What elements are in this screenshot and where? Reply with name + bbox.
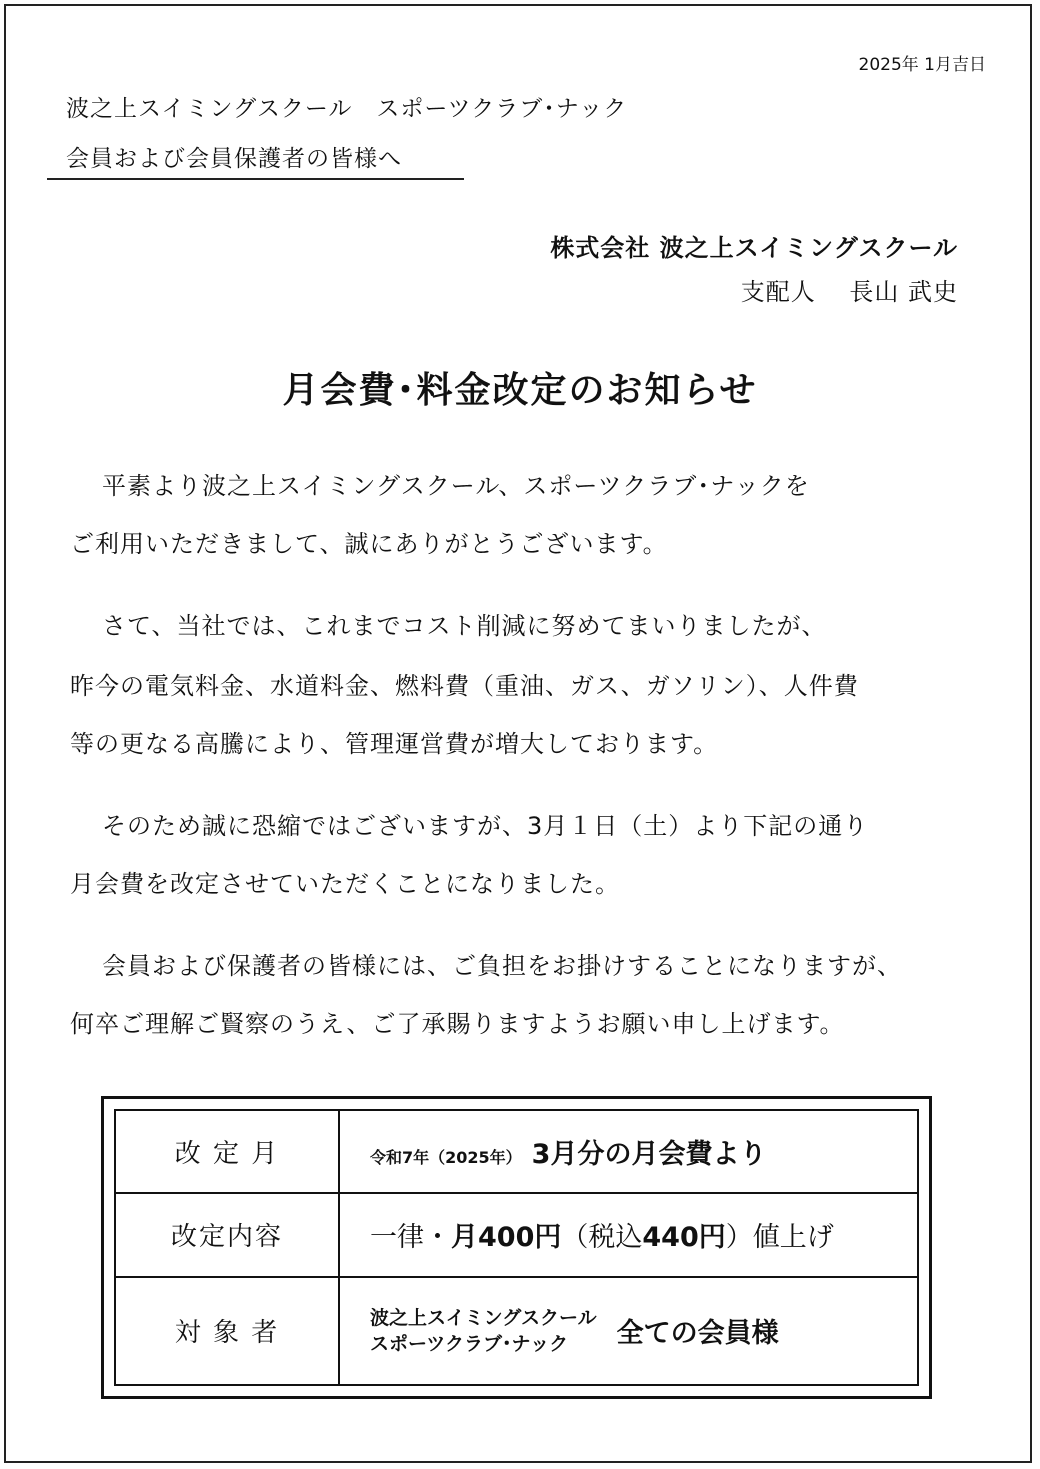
addressee-underline [47, 178, 464, 180]
target-facilities [370, 1305, 597, 1357]
value-revision-month [339, 1111, 917, 1193]
revision-month: 3月分の月会費より [531, 1138, 767, 1170]
label-target: 対 象 者 [116, 1277, 339, 1384]
paragraph-line: 等の更なる高騰により、管理運営費が増大しております。 [70, 730, 719, 758]
revision-table [116, 1111, 917, 1384]
sender-person: 支配人 長山 武史 [740, 278, 958, 306]
revision-table-frame [101, 1096, 932, 1399]
table-row [116, 1111, 917, 1193]
paragraph-line: さて、当社では、これまでコスト削減に努めてまいりましたが、 [102, 612, 827, 640]
revision-year: 令和7年（2025年） [370, 1147, 522, 1167]
paragraph-line: 平素より波之上スイミングスクール、スポーツクラブ･ナックを [102, 472, 810, 500]
revision-table-inner [114, 1109, 919, 1386]
table-row [116, 1277, 917, 1384]
paragraph-line: 月会費を改定させていただくことになりました。 [70, 870, 620, 898]
target-members: 全ての会員様 [616, 1318, 779, 1350]
sender-company: 株式会社 波之上スイミングスクール [550, 234, 958, 262]
content-price: 月400円 [451, 1222, 562, 1254]
paragraph-line: 何卒ご理解ご賢察のうえ、ご了承賜りますようお願い申し上げます。 [70, 1010, 845, 1038]
label-revision-month: 改 定 月 [116, 1111, 339, 1193]
addressee-line-1: 波之上スイミングスクール スポーツクラブ･ナック [66, 96, 628, 122]
target-facility-2: スポーツクラブ･ナック [370, 1332, 569, 1355]
content-price-tax: 440円 [642, 1222, 726, 1254]
value-target [339, 1277, 917, 1384]
value-revision-content [339, 1193, 917, 1277]
content-part: ）値上げ [725, 1222, 834, 1254]
table-row [116, 1193, 917, 1277]
addressee-line-2: 会員および会員保護者の皆様へ [66, 146, 402, 172]
document-title: 月会費･料金改定のお知らせ [282, 369, 758, 411]
target-facility-1: 波之上スイミングスクール [370, 1306, 597, 1329]
paragraph-line: ご利用いただきまして、誠にありがとうございます。 [70, 530, 668, 558]
content-part: （税込 [561, 1222, 643, 1254]
paragraph-line: 会員および保護者の皆様には、ご負担をお掛けすることになりますが、 [102, 952, 902, 980]
issue-date: 2025年 1月吉日 [858, 55, 986, 75]
content-part: 一律・ [370, 1222, 451, 1254]
paragraph-line: 昨今の電気料金、水道料金、燃料費（重油、ガス、ガソリン）、人件費 [70, 672, 859, 700]
paragraph-line: そのため誠に恐縮ではございますが、3月１日（土）より下記の通り [102, 812, 869, 840]
label-revision-content: 改定内容 [116, 1193, 339, 1277]
